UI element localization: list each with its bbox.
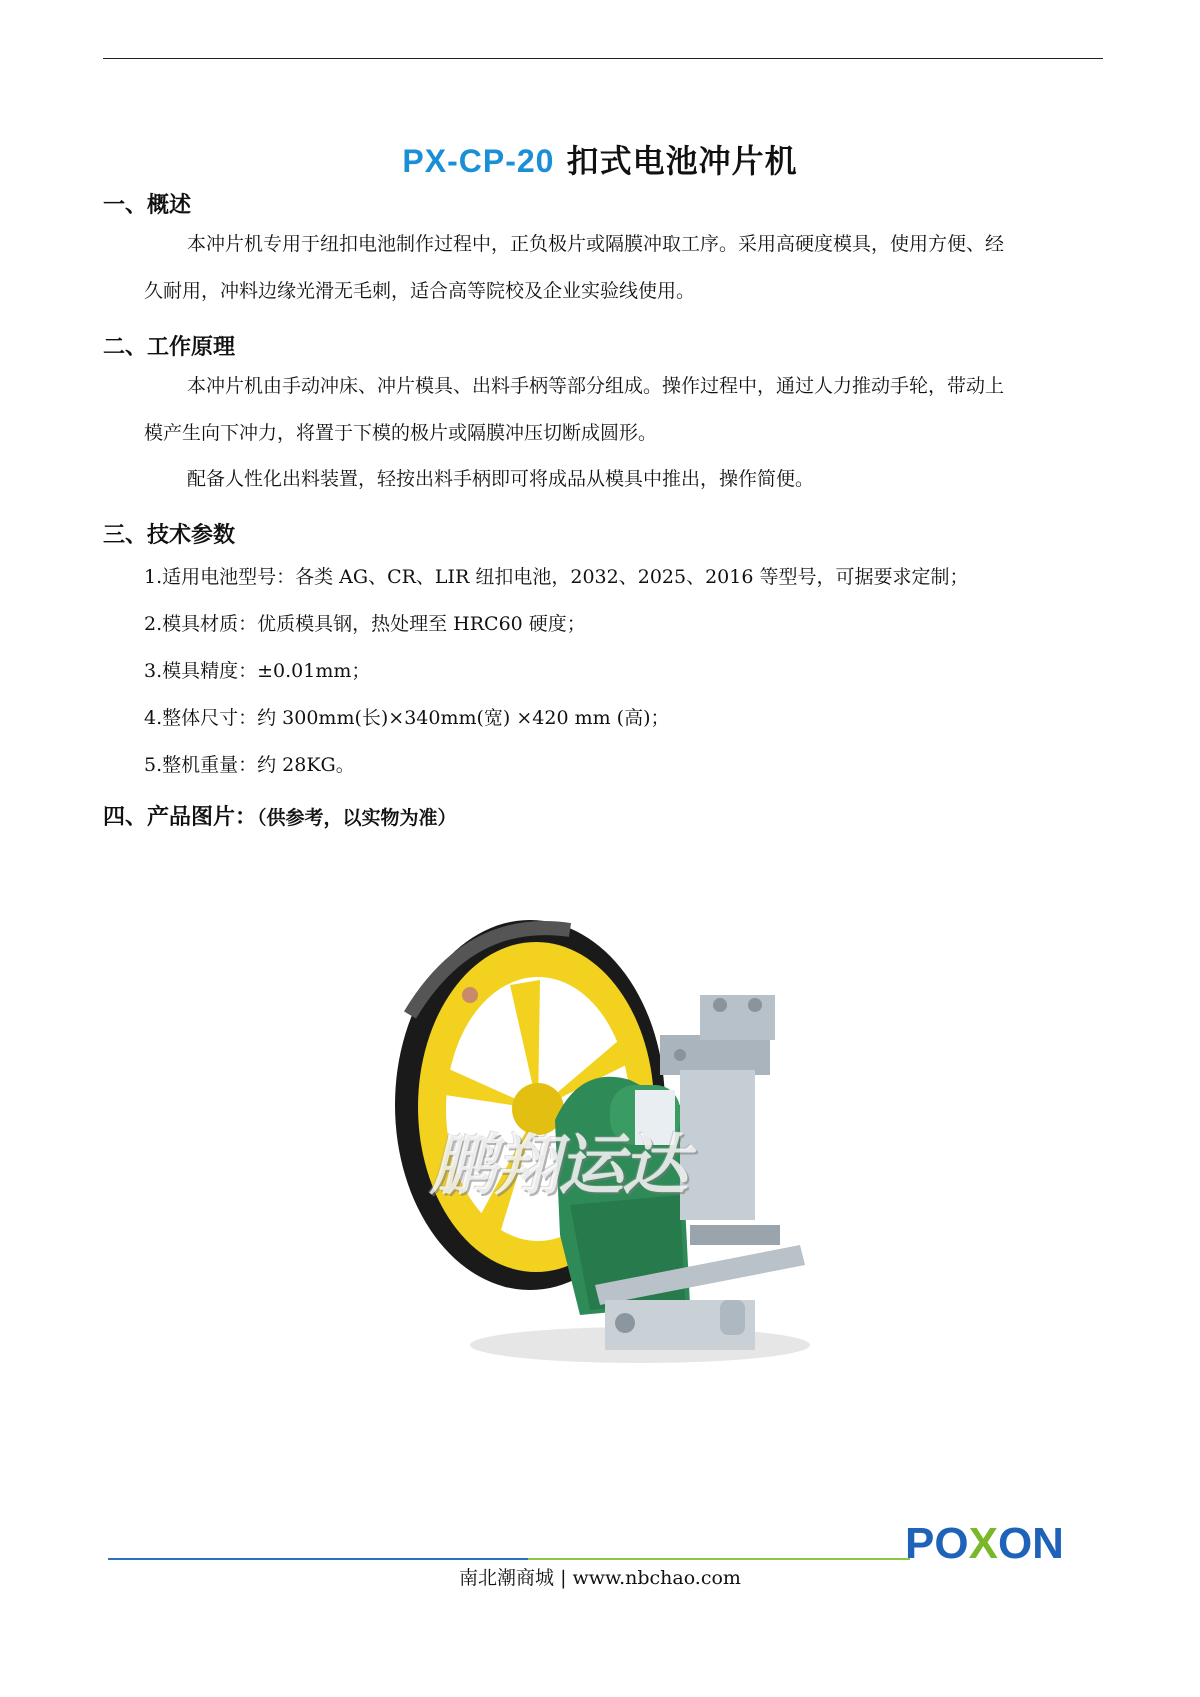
footer-rule-blue <box>108 1558 528 1560</box>
page-title <box>0 136 1200 182</box>
title-product-name: 扣式电池冲片机 <box>566 142 798 180</box>
spec-item-1: 1.适用电池型号：各类 AG、CR、LIR 纽扣电池，2032、2025、2016 等型号，可据要求定制； <box>144 566 969 588</box>
photos-heading-text: 四、产品图片： <box>103 805 258 830</box>
spec-item-2: 2.模具材质：优质模具钢，热处理至 HRC60 硬度； <box>144 613 586 635</box>
principle-line-3: 配备人性化出料装置，轻按出料手柄即可将成品从模具中推出，操作简便。 <box>187 468 815 490</box>
spec-item-5: 5.整机重量：约 28KG。 <box>144 754 355 776</box>
title-model-code: PX-CP-20 <box>402 143 555 179</box>
logo-part-2: X <box>968 1519 998 1568</box>
spec-item-3: 3.模具精度：±0.01mm； <box>144 660 371 682</box>
footer-rule-green <box>528 1558 910 1560</box>
overview-line-1: 本冲片机专用于纽扣电池制作过程中，正负极片或隔膜冲取工序。采用高硬度模具，使用方便、经 <box>187 233 1005 255</box>
photos-heading-note: （供参考，以实物为准） <box>257 807 457 829</box>
footer-text: 南北潮商城 | www.nbchao.com <box>459 1567 741 1589</box>
section-heading-overview: 一、概述 <box>103 193 192 218</box>
section-heading-principle: 二、工作原理 <box>103 335 236 360</box>
spec-item-4: 4.整体尺寸：约 300mm(长)×340mm(宽) ×420 mm (高)； <box>144 707 670 729</box>
logo-part-3: ON <box>997 1519 1064 1568</box>
overview-line-2: 久耐用，冲料边缘光滑无毛刺，适合高等院校及企业实验线使用。 <box>144 280 696 302</box>
header-rule <box>103 58 1103 59</box>
principle-line-1: 本冲片机由手动冲床、冲片模具、出料手柄等部分组成。操作过程中，通过人力推动手轮，带动上 <box>187 375 1005 397</box>
photo-watermark: 鹏翔运达 <box>430 1127 686 1204</box>
principle-line-2: 模产生向下冲力，将置于下模的极片或隔膜冲压切断成圆形。 <box>144 422 658 444</box>
section-heading-photos <box>103 800 457 831</box>
logo-part-1: PO <box>905 1519 969 1568</box>
poxon-logo <box>905 1519 1064 1568</box>
section-heading-specs: 三、技术参数 <box>103 523 236 548</box>
